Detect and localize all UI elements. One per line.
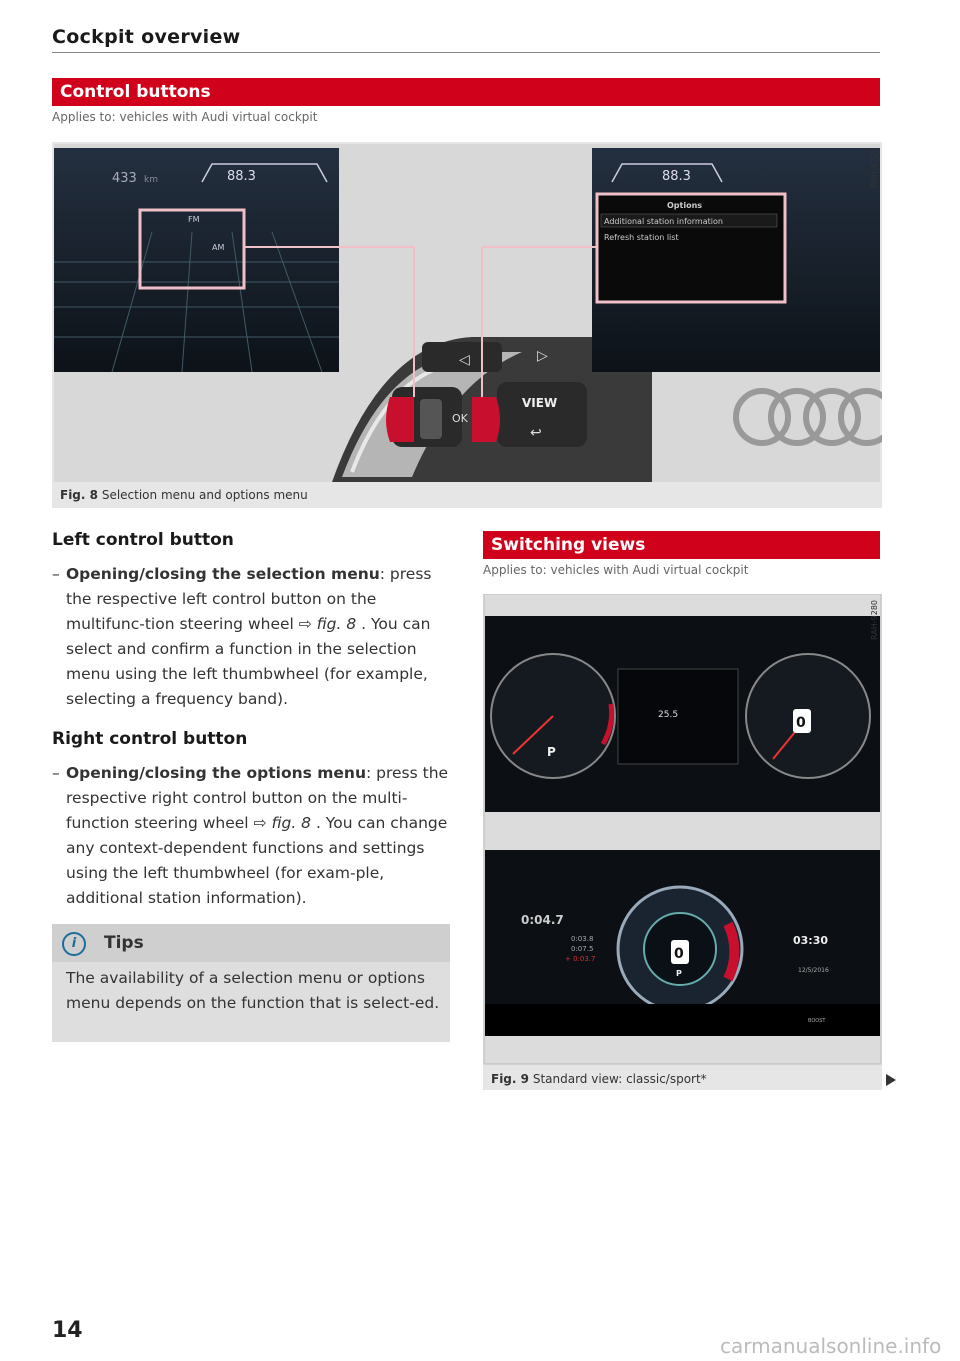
tips-text: The availability of a selection menu or options menu depends on the function that is select-ed.	[66, 969, 440, 1012]
info-icon: i	[62, 932, 86, 956]
sport-date: 12/5/2016	[798, 967, 829, 974]
figure-code: RAH-8723	[870, 148, 879, 188]
range-readout: 433	[112, 171, 137, 186]
figure-9-caption	[491, 1072, 707, 1086]
arrow-right-icon: ▷	[537, 348, 548, 364]
page-header-title: Cockpit overview	[52, 26, 241, 48]
station-freq-left: 88.3	[227, 169, 256, 184]
band-am: AM	[212, 243, 225, 252]
tips-box	[52, 924, 450, 1042]
figure-8-caption	[60, 488, 308, 502]
figure-9-illustration	[483, 594, 882, 1090]
back-icon: ↩	[530, 425, 542, 441]
body-text: : press the respective right control button on the multi-function steering wheel	[66, 764, 449, 832]
sport-clock: 03:30	[793, 934, 829, 947]
figure-code: RAH-9280	[870, 600, 879, 640]
section-title-control-buttons: Control buttons	[52, 78, 880, 106]
option-item: Additional station information	[604, 217, 723, 226]
watermark: carmanualsonline.info	[720, 1334, 942, 1358]
sport-gear-p: P	[676, 969, 682, 978]
caption-label: Fig. 8	[60, 488, 98, 502]
applies-to-note: Applies to: vehicles with Audi virtual cockpit	[483, 563, 749, 577]
caption-text: Selection menu and options menu	[101, 488, 308, 502]
station-freq-right: 88.3	[662, 169, 691, 184]
view-label: VIEW	[522, 396, 558, 410]
figure-8	[52, 142, 882, 508]
band-fm: FM	[188, 215, 200, 224]
bold-term: Opening/closing the selection menu	[66, 565, 380, 583]
figure-reference-link[interactable]: ⇨ fig. 8	[298, 615, 357, 633]
body-text: . You can change any context-dependent functions and settings using the left thumbwheel (for exam-ple, additional station information).	[66, 814, 448, 907]
sport-lap-time: 0:04.7	[521, 913, 564, 927]
tips-title: Tips	[104, 933, 144, 953]
sport-lap-row: + 0:03.7	[565, 955, 596, 963]
sport-lap-row: 0:03.8	[571, 935, 594, 943]
option-item: Refresh station list	[604, 233, 679, 242]
classic-gear: P	[547, 745, 556, 759]
body-text: . You can select and confirm a function in the selection menu using the left thumbwheel (for example, selecting a frequency band).	[66, 615, 431, 708]
sport-gear: 0	[674, 946, 684, 962]
body-text: : press the respective left control button on the multifunc-tion steering wheel	[66, 565, 432, 633]
sport-lap-row: 0:07.5	[571, 945, 594, 953]
figure-9	[483, 594, 882, 1090]
paragraph-left-control	[52, 562, 454, 712]
sport-boost: BOOST	[808, 1018, 826, 1024]
ok-label: OK	[452, 412, 468, 425]
range-unit: km	[144, 175, 158, 185]
paragraph-right-control	[52, 761, 450, 911]
list-dash: –	[52, 764, 60, 782]
page-number: 14	[52, 1318, 83, 1343]
section-title-switching-views: Switching views	[483, 531, 880, 559]
figure-8-illustration	[52, 142, 882, 508]
header-rule	[52, 52, 880, 53]
heading-right-control-button: Right control button	[52, 729, 248, 749]
continue-arrow-icon	[886, 1074, 896, 1086]
list-dash: –	[52, 565, 60, 583]
classic-right-gear: 0	[796, 715, 806, 731]
bold-term: Opening/closing the options menu	[66, 764, 366, 782]
classic-center-readout: 25.5	[658, 710, 679, 720]
caption-text: Standard view: classic/sport*	[532, 1072, 707, 1086]
options-title: Options	[667, 201, 703, 210]
arrow-left-icon: ◁	[459, 352, 470, 368]
heading-left-control-button: Left control button	[52, 530, 234, 550]
applies-to-note: Applies to: vehicles with Audi virtual cockpit	[52, 110, 318, 124]
figure-reference-link[interactable]: ⇨ fig. 8	[253, 814, 312, 832]
caption-label: Fig. 9	[491, 1072, 529, 1086]
